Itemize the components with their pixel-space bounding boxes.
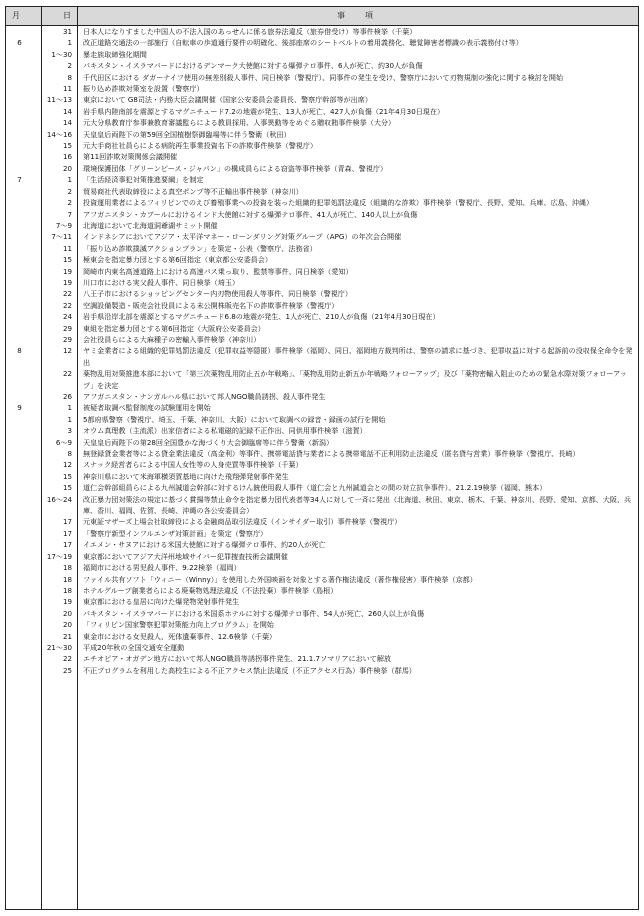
month-cell [6,631,42,642]
table-row [6,585,638,596]
table-row [6,448,638,459]
month-cell [6,209,42,220]
event-cell: 東京において G8司法・内務大臣会議開催（国家公安委員会委員長、警察庁幹部等が出席） [83,95,372,105]
day-cell: 15 [42,471,78,482]
event-cell: 無登録貸金業者等による貸金業法違反（高金利）等事件、携帯電話貸与業者による携帯電話不正利用防止法違反（匿名貸与営業）事件検挙（警視庁、長崎） [83,449,580,459]
table-row [6,60,638,71]
event-cell: 被疑者取調べ監督制度の試験運用を開始 [83,403,211,413]
table-row [6,151,638,162]
table-row [6,231,638,242]
event-cell: 貿易商社代表取締役による真空ポンプ等不正輸出事件検挙（神奈川） [83,186,303,196]
month-cell [6,151,42,162]
event-cell: 岩手県内陸南部を震源とするマグニチュード7.2の地震が発生、13人が死亡、427人が負傷（21年4月30日現在） [83,106,445,116]
event-cell: イエメン・サヌアにおける米国大使館に対する爆弾テロ事件、約20人が死亡 [83,540,326,550]
table-row [6,539,638,550]
table-header [6,7,638,26]
event-cell: 道仁会幹部組員らによる九州誠道会幹部に対するけん銃使用殺人事件（道仁会と九州誠道会との間の対立抗争事件）、21.2.19検挙（福岡、熊本） [83,483,547,493]
table-row [6,323,638,334]
table-body [6,26,638,909]
month-cell [6,266,42,277]
chronology-table [5,6,639,910]
month-cell [6,288,42,299]
event-cell: 元大手商社社員らによる病院再生事業投資名下の詐欺事件検挙（警視庁） [83,141,318,151]
month-cell [6,117,42,128]
day-cell: 29 [42,323,78,334]
month-cell [6,425,42,436]
day-cell: 14 [42,106,78,117]
day-cell: 21〜30 [42,642,78,653]
month-cell [6,494,42,517]
event-cell: アフガニスタン・カブールにおけるインド大使館に対する爆弾テロ事件、41人が死亡、140人以上が負傷 [83,209,418,219]
day-cell: 2 [42,186,78,197]
table-row [6,220,638,231]
table-row [6,437,638,448]
table-row [6,414,638,425]
table-row [6,574,638,585]
table-row [6,94,638,105]
table-row [6,345,638,368]
table-row [6,49,638,60]
table-row [6,391,638,402]
table-row [6,516,638,527]
table-row [6,494,638,517]
table-row [6,368,638,391]
day-cell: 7〜9 [42,220,78,231]
table-row [6,528,638,539]
month-cell [6,471,42,482]
day-cell: 7 [42,209,78,220]
event-cell: ヤミ金業者による組織的犯罪処罰法違反（犯罪収益等隠匿）事件検挙（福岡）、同日、福岡地方裁判所は、警察の請求に基づき、犯罪収益に対する起訴前の没収保全命令を発出 [83,346,633,367]
table-row [6,117,638,128]
month-cell [6,254,42,265]
table-row [6,471,638,482]
month-cell [6,323,42,334]
event-cell: 岩手県沿岸北部を震源とするマグニチュード6.8の地震が発生、1人が死亡、210人が負傷（21年4月30日現在） [83,312,440,322]
day-cell: 19 [42,277,78,288]
day-cell: 20 [42,619,78,630]
day-cell: 1 [42,414,78,425]
month-cell [6,300,42,311]
event-cell: 改正道路交通法の一部施行（自転車の歩道通行要件の明確化、後部座席のシートベルトの着用義務化、聴覚障害者標識の表示義務付け等） [83,38,523,48]
month-cell [6,49,42,60]
day-cell: 11 [42,83,78,94]
event-cell: 暴走族取締強化期間 [83,49,147,59]
month-cell [6,197,42,208]
day-cell: 16〜24 [42,494,78,517]
event-cell: 極東会を指定暴力団とする第6回指定（東京都公安委員会） [83,255,272,265]
month-cell [6,140,42,151]
day-cell: 18 [42,562,78,573]
event-cell: 振り込め詐欺対策室を設置（警察庁） [83,84,204,94]
table-row [6,163,638,174]
month-cell [6,437,42,448]
day-cell: 22 [42,653,78,664]
table-row [6,106,638,117]
day-cell: 1 [42,37,78,48]
day-cell: 17 [42,528,78,539]
month-cell [6,596,42,607]
event-cell: ホテルグループ創業者らによる廃棄物処理法違反（不法投棄）事件検挙（島根） [83,585,338,595]
event-cell: 元東証マザーズ上場会社取締役による金融商品取引法違反（インサイダー取引）事件検挙（警視庁） [83,517,402,527]
day-cell: 19 [42,266,78,277]
event-cell: スナック経営者らによる中国人女性等の人身売買等事件検挙（千葉） [83,460,303,470]
event-cell: 神奈川県において米海軍横須賀基地に向けた飛翔弾発射事件発生 [83,471,289,481]
month-cell: 7 [6,174,42,185]
day-cell: 14〜16 [42,129,78,140]
table-filler [6,676,638,909]
month-cell [6,574,42,585]
table-row [6,254,638,265]
event-cell: 平成20年秋の全国交通安全運動 [83,642,185,652]
day-cell: 25 [42,665,78,676]
month-cell [6,311,42,322]
month-cell [6,243,42,254]
day-cell: 18 [42,574,78,585]
table-row [6,277,638,288]
table-row [6,209,638,220]
month-cell [6,391,42,402]
day-cell: 1 [42,174,78,185]
month-cell [6,528,42,539]
event-cell: 「警察庁新型インフルエンザ対策計画」を策定（警察庁） [83,528,268,538]
table-row [6,425,638,436]
day-cell: 8 [42,72,78,83]
month-cell [6,459,42,470]
event-cell: 岡崎市内東名高速道路上における高速バス乗っ取り、監禁等事件、同日検挙（愛知） [83,266,353,276]
day-cell: 2 [42,60,78,71]
day-cell: 18 [42,585,78,596]
event-cell: 北海道において北海道洞爺湖サミット開催 [83,220,218,230]
month-cell [6,72,42,83]
event-cell: 八王子市におけるショッピングセンター内刃物使用殺人等事件、同日検挙（警視庁） [83,289,352,299]
day-cell: 6〜9 [42,437,78,448]
day-cell: 14 [42,117,78,128]
event-cell: 改正暴力団対策法の規定に基づく賞揚等禁止命令を指定暴力団代表者等34人に対して一斉に発出（北海道、秋田、東京、栃木、千葉、神奈川、長野、愛知、京都、大阪、兵庫、香川、福岡、佐賀、長崎、沖縄の各公安委員会） [83,494,632,516]
table-row [6,288,638,299]
event-cell: 「生活経済事犯対策推進要綱」を制定 [83,175,204,185]
event-cell: 東京都における皇居に向けた爆発物発射事件発生 [83,597,240,607]
month-cell [6,665,42,676]
table-row [6,186,638,197]
event-cell: 千代田区における ダガーナイフ使用の無差別殺人事件、同日検挙（警視庁）、同事件の発生を受け、警察庁において刃物規制の強化に関する検討を開始 [83,72,564,82]
month-cell [6,539,42,550]
table-row [6,562,638,573]
event-cell: 「フィリピン国家警察犯罪対策能力向上プログラム」を開始 [83,620,274,630]
day-cell: 22 [42,288,78,299]
day-cell: 16 [42,151,78,162]
table-row [6,631,638,642]
event-cell: パキスタン・イスラマバードにおける米国系ホテルに対する爆弾テロ事件、54人が死亡、260人以上が負傷 [83,608,425,618]
day-cell: 7〜11 [42,231,78,242]
table-row [6,311,638,322]
day-cell: 12 [42,345,78,368]
day-cell: 22 [42,368,78,391]
header-month: 月 [6,7,42,25]
event-cell: 東組を指定暴力団とする第6回指定（大阪府公安委員会） [83,323,265,333]
event-cell: オウム真理教（主流派）出家信者による私電磁的記録不正作出、同供用事件検挙（滋賀） [83,426,367,436]
table-row [6,334,638,345]
month-cell [6,94,42,105]
month-cell [6,231,42,242]
month-cell [6,186,42,197]
month-cell [6,551,42,562]
day-cell: 26 [42,391,78,402]
day-cell: 15 [42,140,78,151]
day-cell: 17 [42,516,78,527]
day-cell: 22 [42,300,78,311]
month-cell [6,277,42,288]
day-cell: 20 [42,163,78,174]
day-cell: 17 [42,539,78,550]
event-cell: 薬物乱用対策推進本部において「第三次薬物乱用防止五か年戦略」、「薬物乱用防止新五か年戦略フォローアップ」及び「薬物密輸入阻止のための緊急水際対策フォローアップ」を決定 [83,369,627,390]
month-cell [6,60,42,71]
event-cell: 東京都においてアジア大洋州地域サイバー犯罪捜査技術会議開催 [83,551,288,561]
day-cell: 29 [42,334,78,345]
table-row [6,551,638,562]
table-row [6,37,638,48]
event-cell: 「振り込め詐欺撲滅アクションプラン」を策定・公表（警察庁、法務省） [83,243,317,253]
table-row [6,402,638,413]
month-cell [6,562,42,573]
month-cell [6,482,42,493]
table-row [6,83,638,94]
month-cell [6,642,42,653]
day-cell: 19 [42,596,78,607]
event-cell: ファイル共有ソフト「ウィニー（Winny）」を使用した外国映画を対象とする著作権法違反（著作権侵害）事件検挙（京都） [83,574,477,584]
event-cell: 福岡市における男児殺人事件、9.22検挙（福岡） [83,563,241,573]
table-row [6,619,638,630]
day-cell: 17〜19 [42,551,78,562]
month-cell [6,653,42,664]
event-cell: パキスタン・イスラマバードにおけるデンマーク大使館に対する爆弾テロ事件、6人が死亡、約30人が負傷 [83,61,423,71]
month-cell: 6 [6,37,42,48]
day-cell: 31 [42,26,78,37]
month-cell [6,220,42,231]
month-cell [6,129,42,140]
month-cell [6,334,42,345]
event-cell: 空調設備製造・販売会社役員による未公開株販売名下の詐欺事件検挙（警視庁） [83,300,339,310]
table-row [6,174,638,185]
day-cell: 2 [42,197,78,208]
month-cell [6,163,42,174]
month-cell [6,26,42,37]
table-row [6,653,638,664]
table-row [6,26,638,37]
table-row [6,266,638,277]
day-cell: 8 [42,448,78,459]
month-cell: 9 [6,402,42,413]
event-cell: 川口市における実父殺人事件、同日検挙（埼玉） [83,277,240,287]
table-row [6,642,638,653]
event-cell: 日本人になりすました中国人の不法入国のあっせんに係る旅券法違反（旅券借受け）等事件検挙（千葉） [83,27,417,36]
month-cell [6,106,42,117]
event-cell: 投資運用業者によるフィリピンでのえび養殖事業への投資を装った組織的犯罪処罰法違反（組織的な詐欺）事件検挙（警視庁、長野、愛知、兵庫、広島、沖縄） [83,198,594,208]
event-cell: 5都府県警察（警視庁、埼玉、千葉、神奈川、大阪）において取調べの録音・録画の試行を開始 [83,414,386,424]
table-row [6,243,638,254]
table-row [6,482,638,493]
month-cell [6,414,42,425]
event-cell: 環境保護団体「グリーンピース・ジャパン」の構成員らによる窃盗等事件検挙（青森、警視庁） [83,163,388,173]
month-cell [6,368,42,391]
event-cell: 第11回詐欺対策関係会議開催 [83,152,178,162]
table-row [6,140,638,151]
table-row [6,197,638,208]
day-cell: 24 [42,311,78,322]
day-cell: 12 [42,459,78,470]
table-row [6,665,638,676]
event-cell: 会社役員らによる大麻種子の密輸入事件検挙（神奈川） [83,334,261,344]
event-cell: エチオピア・オガデン地方において邦人NGO職員等誘拐事件発生、21.1.7ソマリアにおいて解放 [83,654,392,664]
day-cell: 11 [42,243,78,254]
event-cell: 天皇皇后両陛下の第59回全国植樹祭御臨場等に伴う警衛（秋田） [83,129,291,139]
month-cell: 8 [6,345,42,368]
table-row [6,608,638,619]
event-cell: インドネシアにおいてアジア・太平洋マネー・ローンダリング対策グループ（APG）の年次会合開催 [83,232,402,242]
day-cell: 1 [42,402,78,413]
month-cell [6,516,42,527]
month-cell [6,619,42,630]
event-cell: 東金市における女児殺人、死体遺棄事件、12.6検挙（千葉） [83,631,277,641]
month-cell [6,608,42,619]
event-cell: 天皇皇后両陛下の第28回全国豊かな海づくり大会御臨席等に伴う警衛（新潟） [83,437,334,447]
event-cell: アフガニスタン・ナンガルハル県において邦人NGO職員誘拐、殺人事件発生 [83,392,326,401]
day-cell: 1〜30 [42,49,78,60]
day-cell: 20 [42,608,78,619]
event-cell: 元大分県教育庁参事兼教育審議監らによる教員採用、人事異動等をめぐる贈収賄事件検挙（大分） [83,118,396,128]
day-cell: 15 [42,482,78,493]
header-event: 事 項 [337,11,379,20]
table-row [6,459,638,470]
month-cell [6,585,42,596]
month-cell [6,83,42,94]
month-cell [6,448,42,459]
day-cell: 11〜13 [42,94,78,105]
day-cell: 3 [42,425,78,436]
day-cell: 21 [42,631,78,642]
day-cell: 15 [42,254,78,265]
header-day: 日 [42,7,78,25]
table-row [6,72,638,83]
table-row [6,129,638,140]
event-cell: 不正プログラムを利用した高校生による不正アクセス禁止法違反（不正アクセス行為）事件検挙（群馬） [83,665,416,675]
table-row [6,596,638,607]
table-row [6,300,638,311]
